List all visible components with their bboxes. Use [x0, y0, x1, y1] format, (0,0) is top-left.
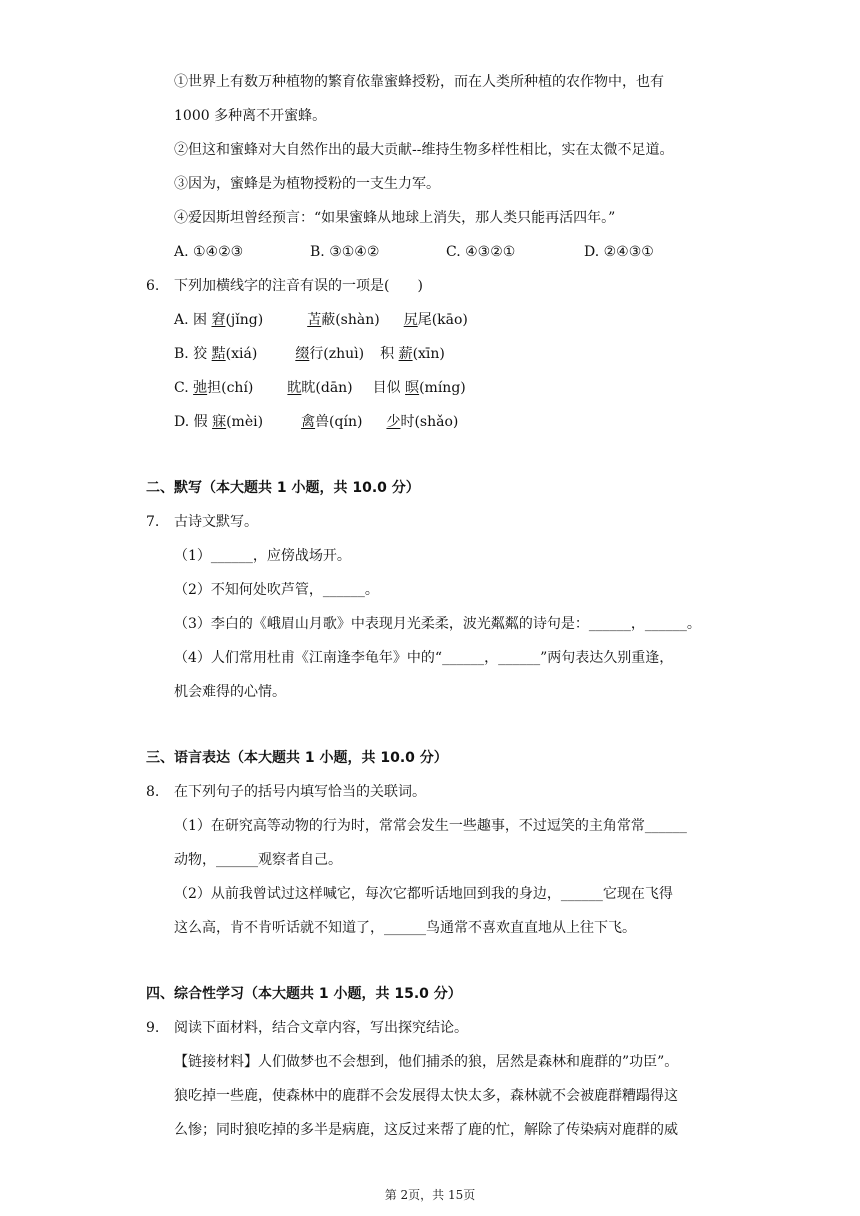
option-text: 行(zhuì)	[309, 346, 365, 362]
q9-paragraph-1: 【链接材料】人们做梦也不会想到，他们捕杀的狼，居然是森林和鹿群的”功臣”。	[174, 1054, 679, 1070]
q5-option-a: A. ①④②③	[174, 244, 244, 260]
option-text: 困	[193, 312, 208, 328]
q7-line-1: （1）______，应傍战场开。	[174, 548, 351, 564]
q6-option-c	[174, 378, 466, 398]
option-text: 眈(dān)	[301, 380, 353, 396]
q8-stem: 在下列句子的括号内填写恰当的关联词。	[174, 784, 426, 800]
q6-stem: 下列加横线字的注音有误的一项是( )	[174, 278, 423, 294]
q7-line-2: （2）不知何处吹芦管，______。	[174, 582, 379, 598]
q5-option-b: B. ③①④②	[310, 244, 380, 260]
q7-line-3: （3）李白的《峨眉山月歌》中表现月光柔柔，波光粼粼的诗句是：______，______。	[174, 616, 701, 632]
page-footer: 第 2页，共 15页	[384, 1188, 476, 1202]
option-text: 目似	[372, 380, 401, 396]
option-label: B.	[174, 346, 189, 362]
q8-number: 8.	[146, 784, 160, 800]
underlined-char: 窘	[211, 312, 226, 328]
q8-line-1b: 动物，______观察者自己。	[174, 852, 342, 868]
option-text: (mèi)	[226, 414, 264, 430]
option-text: (xīn)	[412, 346, 445, 362]
section-heading-comprehensive: 四、综合性学习（本大题共 1 小题，共 15.0 分）	[146, 986, 462, 1002]
q9-paragraph-2: 狼吃掉一些鹿，使森林中的鹿群不会发展得太快太多，森林就不会被鹿群糟蹋得这	[174, 1088, 678, 1104]
option-text: (jǐng)	[225, 312, 264, 328]
option-text: (míng)	[419, 380, 466, 396]
q5-sentence-2: ②但这和蜜蜂对大自然作出的最大贡献--维持生物多样性相比，实在太微不足道。	[174, 142, 674, 158]
section-heading-dictation: 二、默写（本大题共 1 小题，共 10.0 分）	[146, 480, 420, 496]
q5-sentence-1b: 1000 多种离不开蜜蜂。	[174, 108, 327, 124]
q6-option-b	[174, 344, 445, 364]
q5-sentence-3: ③因为，蜜蜂是为植物授粉的一支生力军。	[174, 176, 440, 192]
option-text: (xiá)	[225, 346, 258, 362]
underlined-char: 寐	[212, 414, 227, 430]
q7-line-4b: 机会难得的心情。	[174, 684, 286, 700]
q6-number: 6.	[146, 278, 160, 294]
underlined-char: 禽	[301, 414, 316, 430]
q5-option-d: D. ②④③①	[584, 244, 654, 260]
option-text: 兽(qín)	[315, 414, 363, 430]
option-text: 蔽(shàn)	[321, 312, 380, 328]
q6-option-a	[174, 310, 468, 330]
underlined-char: 薪	[398, 346, 413, 362]
q8-line-2b: 这么高，肯不肯听话就不知道了，______鸟通常不喜欢直直地从上往下飞。	[174, 920, 636, 936]
q7-number: 7.	[146, 514, 160, 530]
underlined-char: 缀	[295, 346, 310, 362]
option-text: 积	[380, 346, 395, 362]
q5-sentence-4: ④爱因斯坦曾经预言：“如果蜜蜂从地球上消失，那人类只能再活四年。”	[174, 210, 616, 226]
underlined-char: 黠	[211, 346, 226, 362]
underlined-char: 少	[386, 414, 401, 430]
option-label: A.	[174, 312, 189, 328]
underlined-char: 眈	[287, 380, 302, 396]
option-text: 时(shǎo)	[400, 414, 459, 430]
underlined-char: 弛	[193, 380, 208, 396]
q8-line-2a: （2）从前我曾试过这样喊它，每次它都听话地回到我的身边，______它现在飞得	[174, 886, 673, 902]
q7-stem: 古诗文默写。	[174, 514, 258, 530]
section-heading-language: 三、语言表达（本大题共 1 小题，共 10.0 分）	[146, 750, 448, 766]
q6-option-d	[174, 412, 458, 432]
option-label: D.	[174, 414, 190, 430]
q9-number: 9.	[146, 1020, 160, 1036]
option-text: 尾(kāo)	[417, 312, 468, 328]
option-text: 狡	[193, 346, 208, 362]
q7-line-4a: （4）人们常用杜甫《江南逢李龟年》中的“______，______”两句表达久别重逢，	[174, 650, 674, 666]
option-text: 假	[193, 414, 208, 430]
q5-sentence-1a: ①世界上有数万种植物的繁育依靠蜜蜂授粉，而在人类所种植的农作物中，也有	[174, 74, 664, 90]
q8-line-1a: （1）在研究高等动物的行为时，常常会发生一些趣事，不过逗笑的主角常常______	[174, 818, 687, 834]
underlined-char: 尻	[403, 312, 418, 328]
q5-option-c: C. ④③②①	[446, 244, 516, 260]
q9-stem: 阅读下面材料，结合文章内容，写出探究结论。	[174, 1020, 468, 1036]
option-text: 担(chí)	[207, 380, 254, 396]
q9-paragraph-3: 么惨；同时狼吃掉的多半是病鹿，这反过来帮了鹿的忙，解除了传染病对鹿群的威	[174, 1122, 678, 1138]
underlined-char: 苫	[307, 312, 322, 328]
underlined-char: 暝	[405, 380, 420, 396]
option-label: C.	[174, 380, 189, 396]
